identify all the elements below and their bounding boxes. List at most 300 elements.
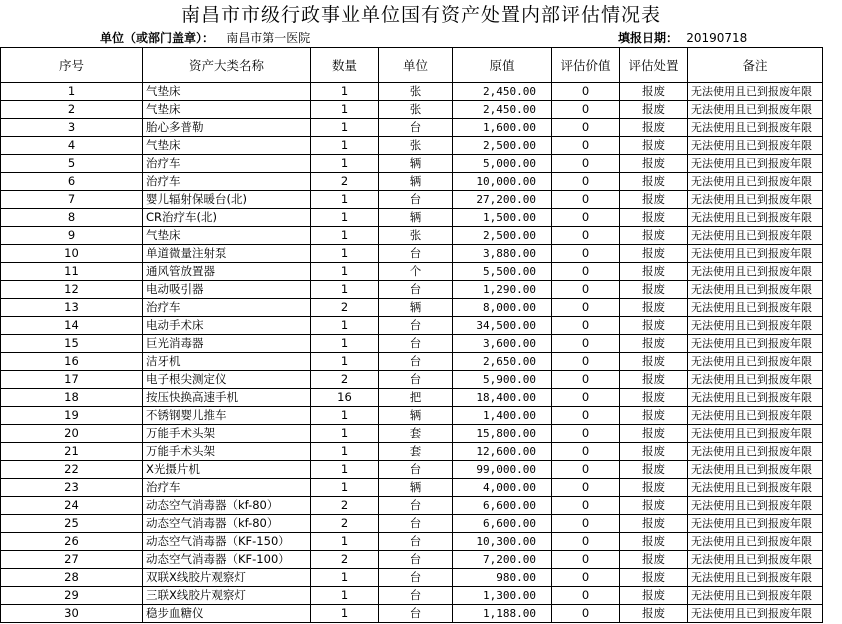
cell-value: 1,600.00 bbox=[453, 119, 552, 137]
cell-disposal: 报废 bbox=[620, 551, 688, 569]
cell-disposal: 报废 bbox=[620, 173, 688, 191]
table-row bbox=[1, 587, 842, 605]
cell-eval: 0 bbox=[552, 425, 620, 443]
row-gap bbox=[823, 389, 842, 407]
cell-disposal: 报废 bbox=[620, 119, 688, 137]
cell-qty: 2 bbox=[311, 299, 379, 317]
cell-eval: 0 bbox=[552, 119, 620, 137]
cell-disposal: 报废 bbox=[620, 155, 688, 173]
table-row bbox=[1, 227, 842, 245]
cell-note: 无法使用且已到报废年限 bbox=[688, 245, 823, 263]
cell-eval: 0 bbox=[552, 461, 620, 479]
cell-value: 6,600.00 bbox=[453, 497, 552, 515]
cell-no: 29 bbox=[1, 587, 143, 605]
date-value: 20190718 bbox=[686, 31, 748, 45]
table-row bbox=[1, 119, 842, 137]
cell-name: 气垫床 bbox=[143, 83, 311, 101]
cell-value: 10,300.00 bbox=[453, 533, 552, 551]
cell-disposal: 报废 bbox=[620, 227, 688, 245]
cell-eval: 0 bbox=[552, 605, 620, 623]
table-row bbox=[1, 605, 842, 623]
cell-unit: 台 bbox=[379, 497, 453, 515]
unit-label: 单位（或部门盖章）： bbox=[100, 31, 215, 45]
table-row bbox=[1, 497, 842, 515]
cell-qty: 1 bbox=[311, 353, 379, 371]
row-gap bbox=[823, 245, 842, 263]
cell-qty: 1 bbox=[311, 83, 379, 101]
cell-no: 28 bbox=[1, 569, 143, 587]
cell-value: 2,450.00 bbox=[453, 83, 552, 101]
cell-value: 6,600.00 bbox=[453, 515, 552, 533]
cell-unit: 个 bbox=[379, 263, 453, 281]
cell-disposal: 报废 bbox=[620, 443, 688, 461]
cell-value: 27,200.00 bbox=[453, 191, 552, 209]
cell-value: 3,600.00 bbox=[453, 335, 552, 353]
cell-disposal: 报废 bbox=[620, 497, 688, 515]
table-row bbox=[1, 461, 842, 479]
header-no: 序号 bbox=[1, 48, 143, 83]
asset-table bbox=[0, 47, 842, 623]
cell-unit: 台 bbox=[379, 335, 453, 353]
cell-note: 无法使用且已到报废年限 bbox=[688, 425, 823, 443]
cell-note: 无法使用且已到报废年限 bbox=[688, 533, 823, 551]
cell-eval: 0 bbox=[552, 497, 620, 515]
cell-qty: 1 bbox=[311, 209, 379, 227]
cell-eval: 0 bbox=[552, 515, 620, 533]
table-row bbox=[1, 155, 842, 173]
table-row bbox=[1, 371, 842, 389]
cell-name: 胎心多普勒 bbox=[143, 119, 311, 137]
cell-eval: 0 bbox=[552, 137, 620, 155]
row-gap bbox=[823, 425, 842, 443]
row-gap bbox=[823, 101, 842, 119]
table-row bbox=[1, 425, 842, 443]
cell-value: 1,290.00 bbox=[453, 281, 552, 299]
cell-no: 2 bbox=[1, 101, 143, 119]
cell-note: 无法使用且已到报废年限 bbox=[688, 353, 823, 371]
cell-name: 单道微量注射泵 bbox=[143, 245, 311, 263]
cell-no: 13 bbox=[1, 299, 143, 317]
header-unit: 单位 bbox=[379, 48, 453, 83]
cell-name: 万能手术头架 bbox=[143, 425, 311, 443]
cell-qty: 1 bbox=[311, 479, 379, 497]
cell-value: 3,880.00 bbox=[453, 245, 552, 263]
cell-no: 7 bbox=[1, 191, 143, 209]
cell-note: 无法使用且已到报废年限 bbox=[688, 587, 823, 605]
cell-unit: 台 bbox=[379, 353, 453, 371]
cell-qty: 1 bbox=[311, 533, 379, 551]
cell-name: 气垫床 bbox=[143, 137, 311, 155]
table-row bbox=[1, 569, 842, 587]
cell-qty: 1 bbox=[311, 101, 379, 119]
table-row bbox=[1, 299, 842, 317]
cell-no: 14 bbox=[1, 317, 143, 335]
date-info bbox=[618, 29, 747, 47]
cell-note: 无法使用且已到报废年限 bbox=[688, 335, 823, 353]
cell-unit: 辆 bbox=[379, 209, 453, 227]
cell-qty: 1 bbox=[311, 443, 379, 461]
cell-note: 无法使用且已到报废年限 bbox=[688, 407, 823, 425]
cell-unit: 张 bbox=[379, 83, 453, 101]
row-gap bbox=[823, 281, 842, 299]
cell-name: 三联X线胶片观察灯 bbox=[143, 587, 311, 605]
cell-value: 7,200.00 bbox=[453, 551, 552, 569]
row-gap bbox=[823, 137, 842, 155]
cell-note: 无法使用且已到报废年限 bbox=[688, 281, 823, 299]
cell-name: 治疗车 bbox=[143, 173, 311, 191]
cell-disposal: 报废 bbox=[620, 335, 688, 353]
cell-qty: 1 bbox=[311, 587, 379, 605]
cell-qty: 16 bbox=[311, 389, 379, 407]
cell-no: 26 bbox=[1, 533, 143, 551]
cell-value: 10,000.00 bbox=[453, 173, 552, 191]
cell-value: 99,000.00 bbox=[453, 461, 552, 479]
cell-note: 无法使用且已到报废年限 bbox=[688, 317, 823, 335]
table-row bbox=[1, 191, 842, 209]
table-row bbox=[1, 137, 842, 155]
cell-eval: 0 bbox=[552, 245, 620, 263]
row-gap bbox=[823, 299, 842, 317]
cell-value: 5,000.00 bbox=[453, 155, 552, 173]
cell-no: 16 bbox=[1, 353, 143, 371]
cell-eval: 0 bbox=[552, 353, 620, 371]
cell-name: 不锈钢婴儿推车 bbox=[143, 407, 311, 425]
cell-unit: 台 bbox=[379, 317, 453, 335]
row-gap bbox=[823, 407, 842, 425]
row-gap bbox=[823, 119, 842, 137]
cell-value: 5,500.00 bbox=[453, 263, 552, 281]
cell-disposal: 报废 bbox=[620, 569, 688, 587]
cell-disposal: 报废 bbox=[620, 281, 688, 299]
row-gap bbox=[823, 479, 842, 497]
cell-disposal: 报废 bbox=[620, 101, 688, 119]
row-gap bbox=[823, 371, 842, 389]
cell-name: X光摄片机 bbox=[143, 461, 311, 479]
cell-unit: 台 bbox=[379, 515, 453, 533]
cell-qty: 1 bbox=[311, 137, 379, 155]
cell-name: 气垫床 bbox=[143, 227, 311, 245]
cell-eval: 0 bbox=[552, 227, 620, 245]
header-eval: 评估价值 bbox=[552, 48, 620, 83]
row-gap bbox=[823, 173, 842, 191]
cell-disposal: 报废 bbox=[620, 425, 688, 443]
cell-eval: 0 bbox=[552, 173, 620, 191]
cell-value: 12,600.00 bbox=[453, 443, 552, 461]
cell-value: 1,188.00 bbox=[453, 605, 552, 623]
cell-name: 治疗车 bbox=[143, 299, 311, 317]
cell-value: 34,500.00 bbox=[453, 317, 552, 335]
cell-note: 无法使用且已到报废年限 bbox=[688, 389, 823, 407]
cell-qty: 2 bbox=[311, 173, 379, 191]
cell-disposal: 报废 bbox=[620, 515, 688, 533]
cell-name: 万能手术头架 bbox=[143, 443, 311, 461]
cell-eval: 0 bbox=[552, 101, 620, 119]
cell-no: 25 bbox=[1, 515, 143, 533]
cell-eval: 0 bbox=[552, 83, 620, 101]
cell-name: 动态空气消毒器（KF-100） bbox=[143, 551, 311, 569]
row-gap bbox=[823, 461, 842, 479]
cell-eval: 0 bbox=[552, 299, 620, 317]
cell-value: 15,800.00 bbox=[453, 425, 552, 443]
cell-note: 无法使用且已到报废年限 bbox=[688, 119, 823, 137]
cell-no: 5 bbox=[1, 155, 143, 173]
header-value: 原值 bbox=[453, 48, 552, 83]
table-row bbox=[1, 335, 842, 353]
cell-no: 8 bbox=[1, 209, 143, 227]
table-row bbox=[1, 281, 842, 299]
cell-value: 1,300.00 bbox=[453, 587, 552, 605]
cell-note: 无法使用且已到报废年限 bbox=[688, 371, 823, 389]
cell-no: 27 bbox=[1, 551, 143, 569]
unit-info bbox=[100, 29, 310, 47]
cell-note: 无法使用且已到报废年限 bbox=[688, 461, 823, 479]
row-gap bbox=[823, 263, 842, 281]
cell-qty: 1 bbox=[311, 245, 379, 263]
cell-qty: 2 bbox=[311, 497, 379, 515]
cell-disposal: 报废 bbox=[620, 587, 688, 605]
cell-disposal: 报废 bbox=[620, 407, 688, 425]
cell-no: 1 bbox=[1, 83, 143, 101]
cell-no: 23 bbox=[1, 479, 143, 497]
cell-note: 无法使用且已到报废年限 bbox=[688, 191, 823, 209]
cell-no: 17 bbox=[1, 371, 143, 389]
cell-value: 2,500.00 bbox=[453, 227, 552, 245]
header-note: 备注 bbox=[688, 48, 823, 83]
cell-eval: 0 bbox=[552, 479, 620, 497]
table-row bbox=[1, 389, 842, 407]
cell-unit: 套 bbox=[379, 443, 453, 461]
table-row bbox=[1, 173, 842, 191]
table-row bbox=[1, 353, 842, 371]
cell-disposal: 报废 bbox=[620, 389, 688, 407]
cell-no: 24 bbox=[1, 497, 143, 515]
cell-name: 洁牙机 bbox=[143, 353, 311, 371]
cell-no: 30 bbox=[1, 605, 143, 623]
cell-value: 18,400.00 bbox=[453, 389, 552, 407]
cell-disposal: 报废 bbox=[620, 191, 688, 209]
cell-unit: 台 bbox=[379, 605, 453, 623]
table-row bbox=[1, 209, 842, 227]
cell-disposal: 报废 bbox=[620, 137, 688, 155]
cell-value: 2,450.00 bbox=[453, 101, 552, 119]
cell-note: 无法使用且已到报废年限 bbox=[688, 155, 823, 173]
table-row bbox=[1, 533, 842, 551]
cell-value: 2,500.00 bbox=[453, 137, 552, 155]
cell-qty: 2 bbox=[311, 371, 379, 389]
row-gap bbox=[823, 497, 842, 515]
cell-unit: 张 bbox=[379, 137, 453, 155]
cell-no: 20 bbox=[1, 425, 143, 443]
cell-name: 电子根尖测定仪 bbox=[143, 371, 311, 389]
cell-note: 无法使用且已到报废年限 bbox=[688, 605, 823, 623]
cell-unit: 辆 bbox=[379, 407, 453, 425]
table-row bbox=[1, 101, 842, 119]
row-gap bbox=[823, 569, 842, 587]
row-gap bbox=[823, 533, 842, 551]
cell-disposal: 报废 bbox=[620, 461, 688, 479]
cell-unit: 辆 bbox=[379, 299, 453, 317]
row-gap bbox=[823, 335, 842, 353]
cell-name: 气垫床 bbox=[143, 101, 311, 119]
cell-eval: 0 bbox=[552, 191, 620, 209]
cell-unit: 台 bbox=[379, 533, 453, 551]
table-row bbox=[1, 479, 842, 497]
cell-note: 无法使用且已到报废年限 bbox=[688, 551, 823, 569]
row-gap bbox=[823, 587, 842, 605]
cell-name: 巨光消毒器 bbox=[143, 335, 311, 353]
table-row bbox=[1, 515, 842, 533]
cell-eval: 0 bbox=[552, 587, 620, 605]
cell-qty: 1 bbox=[311, 407, 379, 425]
cell-disposal: 报废 bbox=[620, 263, 688, 281]
cell-no: 18 bbox=[1, 389, 143, 407]
cell-name: 按压快换高速手机 bbox=[143, 389, 311, 407]
header-gap bbox=[823, 48, 842, 83]
cell-unit: 台 bbox=[379, 281, 453, 299]
cell-name: 治疗车 bbox=[143, 479, 311, 497]
cell-eval: 0 bbox=[552, 443, 620, 461]
cell-eval: 0 bbox=[552, 155, 620, 173]
cell-disposal: 报废 bbox=[620, 533, 688, 551]
cell-disposal: 报废 bbox=[620, 479, 688, 497]
cell-qty: 2 bbox=[311, 551, 379, 569]
cell-value: 1,400.00 bbox=[453, 407, 552, 425]
cell-note: 无法使用且已到报废年限 bbox=[688, 569, 823, 587]
table-row bbox=[1, 551, 842, 569]
cell-eval: 0 bbox=[552, 389, 620, 407]
cell-qty: 1 bbox=[311, 263, 379, 281]
cell-eval: 0 bbox=[552, 407, 620, 425]
cell-name: CR治疗车(北) bbox=[143, 209, 311, 227]
cell-qty: 1 bbox=[311, 461, 379, 479]
cell-unit: 台 bbox=[379, 119, 453, 137]
cell-qty: 1 bbox=[311, 155, 379, 173]
cell-no: 6 bbox=[1, 173, 143, 191]
table-row bbox=[1, 263, 842, 281]
cell-eval: 0 bbox=[552, 281, 620, 299]
cell-no: 9 bbox=[1, 227, 143, 245]
row-gap bbox=[823, 209, 842, 227]
cell-note: 无法使用且已到报废年限 bbox=[688, 443, 823, 461]
cell-unit: 台 bbox=[379, 569, 453, 587]
cell-no: 4 bbox=[1, 137, 143, 155]
cell-unit: 台 bbox=[379, 587, 453, 605]
cell-no: 22 bbox=[1, 461, 143, 479]
cell-qty: 1 bbox=[311, 605, 379, 623]
cell-unit: 张 bbox=[379, 101, 453, 119]
cell-disposal: 报废 bbox=[620, 299, 688, 317]
row-gap bbox=[823, 83, 842, 101]
page-title: 南昌市市级行政事业单位国有资产处置内部评估情况表 bbox=[180, 4, 661, 26]
cell-note: 无法使用且已到报废年限 bbox=[688, 515, 823, 533]
cell-qty: 1 bbox=[311, 227, 379, 245]
header-disposal: 评估处置 bbox=[620, 48, 688, 83]
cell-qty: 1 bbox=[311, 569, 379, 587]
row-gap bbox=[823, 605, 842, 623]
cell-no: 11 bbox=[1, 263, 143, 281]
cell-unit: 台 bbox=[379, 371, 453, 389]
cell-name: 动态空气消毒器（kf-80） bbox=[143, 515, 311, 533]
cell-name: 电动吸引器 bbox=[143, 281, 311, 299]
cell-qty: 1 bbox=[311, 335, 379, 353]
cell-disposal: 报废 bbox=[620, 605, 688, 623]
cell-disposal: 报废 bbox=[620, 245, 688, 263]
cell-name: 双联X线胶片观察灯 bbox=[143, 569, 311, 587]
cell-value: 980.00 bbox=[453, 569, 552, 587]
header-row bbox=[1, 48, 842, 83]
cell-no: 19 bbox=[1, 407, 143, 425]
cell-unit: 台 bbox=[379, 191, 453, 209]
cell-note: 无法使用且已到报废年限 bbox=[688, 299, 823, 317]
cell-value: 1,500.00 bbox=[453, 209, 552, 227]
cell-name: 婴儿辐射保暖台(北) bbox=[143, 191, 311, 209]
header-name: 资产大类名称 bbox=[143, 48, 311, 83]
table-row bbox=[1, 245, 842, 263]
cell-note: 无法使用且已到报废年限 bbox=[688, 173, 823, 191]
row-gap bbox=[823, 191, 842, 209]
cell-unit: 辆 bbox=[379, 155, 453, 173]
cell-name: 稳步血糖仪 bbox=[143, 605, 311, 623]
cell-unit: 辆 bbox=[379, 173, 453, 191]
cell-eval: 0 bbox=[552, 209, 620, 227]
cell-disposal: 报废 bbox=[620, 83, 688, 101]
cell-name: 治疗车 bbox=[143, 155, 311, 173]
cell-disposal: 报废 bbox=[620, 353, 688, 371]
header-qty: 数量 bbox=[311, 48, 379, 83]
row-gap bbox=[823, 155, 842, 173]
cell-disposal: 报废 bbox=[620, 317, 688, 335]
cell-unit: 张 bbox=[379, 227, 453, 245]
row-gap bbox=[823, 353, 842, 371]
cell-no: 10 bbox=[1, 245, 143, 263]
table-row bbox=[1, 317, 842, 335]
cell-eval: 0 bbox=[552, 533, 620, 551]
row-gap bbox=[823, 317, 842, 335]
cell-note: 无法使用且已到报废年限 bbox=[688, 227, 823, 245]
cell-value: 5,900.00 bbox=[453, 371, 552, 389]
cell-name: 动态空气消毒器（kf-80） bbox=[143, 497, 311, 515]
cell-eval: 0 bbox=[552, 569, 620, 587]
cell-qty: 1 bbox=[311, 317, 379, 335]
cell-unit: 套 bbox=[379, 425, 453, 443]
cell-eval: 0 bbox=[552, 551, 620, 569]
cell-eval: 0 bbox=[552, 317, 620, 335]
cell-qty: 1 bbox=[311, 119, 379, 137]
cell-note: 无法使用且已到报废年限 bbox=[688, 497, 823, 515]
cell-unit: 把 bbox=[379, 389, 453, 407]
table-row bbox=[1, 407, 842, 425]
cell-qty: 1 bbox=[311, 281, 379, 299]
cell-name: 电动手术床 bbox=[143, 317, 311, 335]
cell-note: 无法使用且已到报废年限 bbox=[688, 83, 823, 101]
cell-unit: 台 bbox=[379, 245, 453, 263]
cell-eval: 0 bbox=[552, 335, 620, 353]
cell-value: 2,650.00 bbox=[453, 353, 552, 371]
cell-eval: 0 bbox=[552, 263, 620, 281]
cell-name: 动态空气消毒器（KF-150） bbox=[143, 533, 311, 551]
cell-disposal: 报废 bbox=[620, 209, 688, 227]
row-gap bbox=[823, 443, 842, 461]
cell-eval: 0 bbox=[552, 371, 620, 389]
table-row bbox=[1, 443, 842, 461]
table-row bbox=[1, 83, 842, 101]
cell-value: 8,000.00 bbox=[453, 299, 552, 317]
cell-unit: 台 bbox=[379, 551, 453, 569]
cell-no: 3 bbox=[1, 119, 143, 137]
cell-disposal: 报废 bbox=[620, 371, 688, 389]
cell-note: 无法使用且已到报废年限 bbox=[688, 137, 823, 155]
cell-value: 4,000.00 bbox=[453, 479, 552, 497]
